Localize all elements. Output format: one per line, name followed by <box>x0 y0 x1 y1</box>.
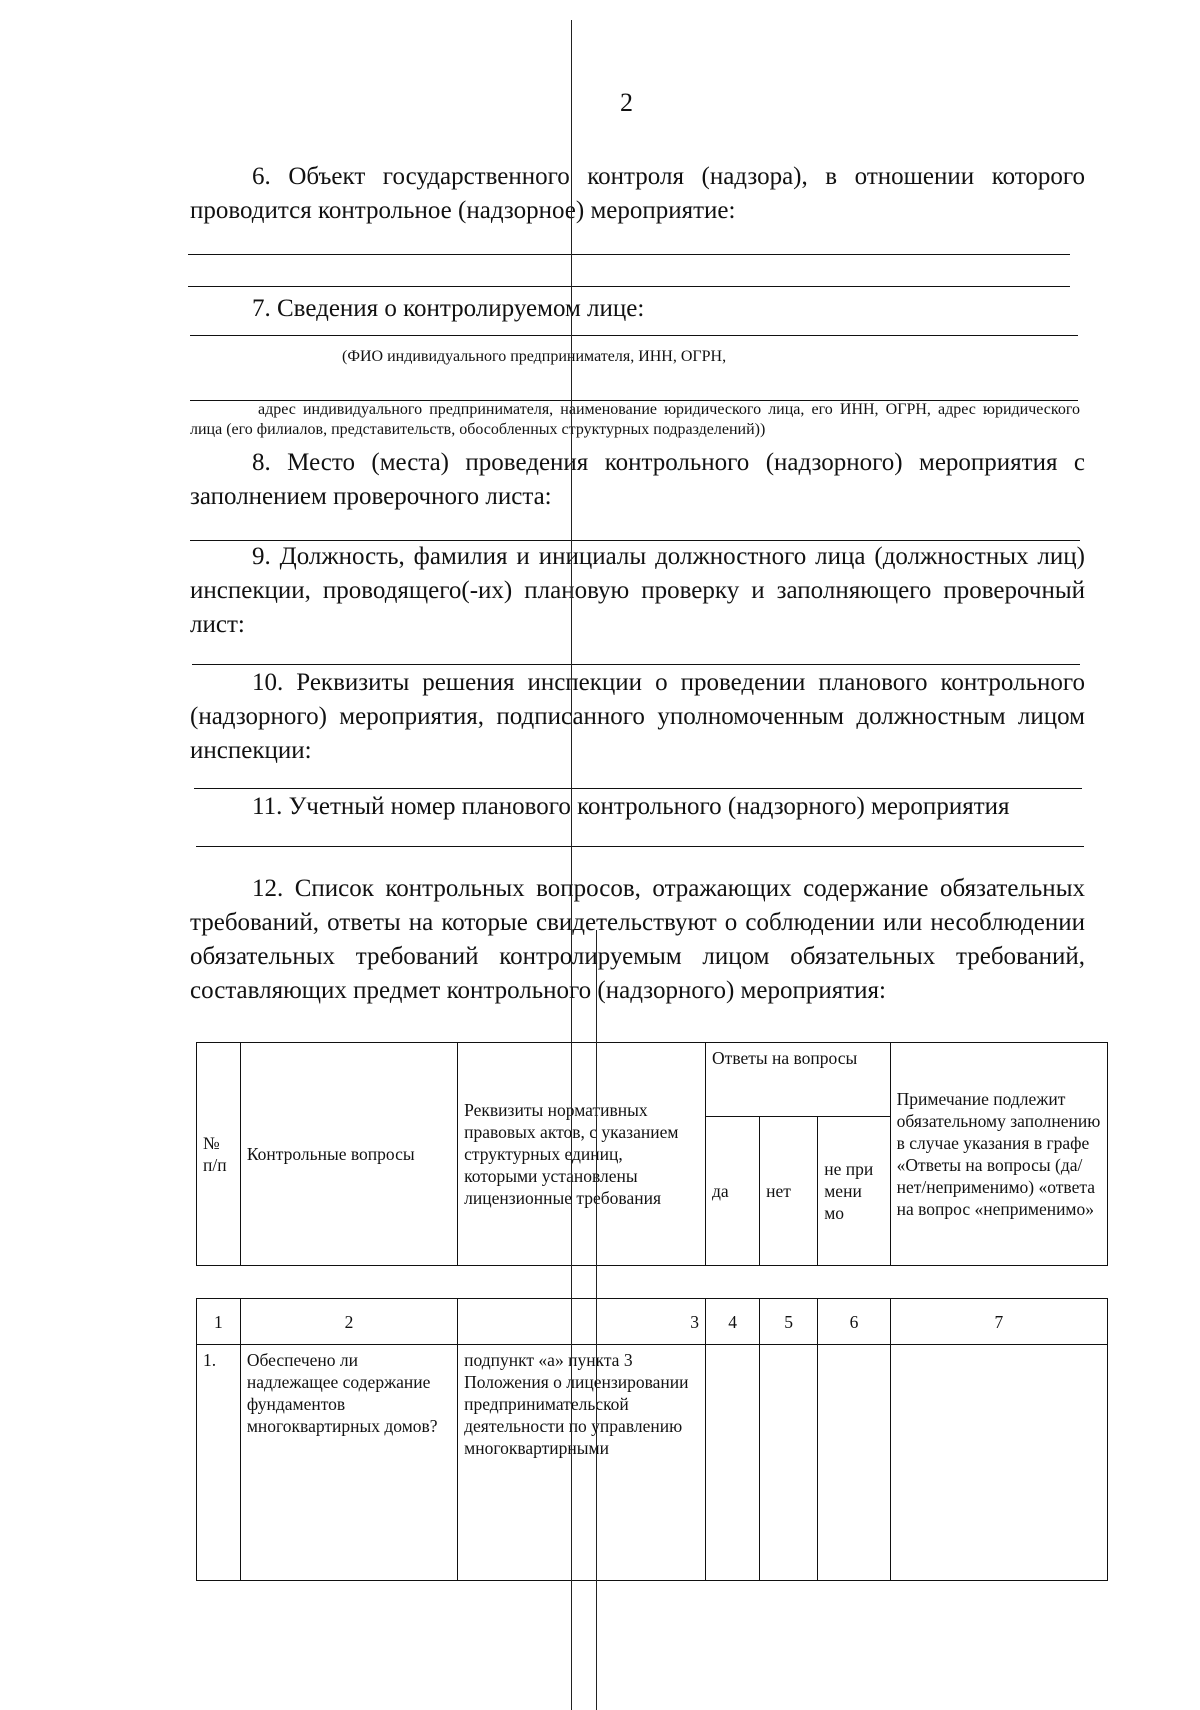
page-number: 2 <box>620 88 633 117</box>
col-number: 1 <box>197 1299 241 1345</box>
col-header-num: № п/п <box>197 1043 241 1266</box>
fill-line <box>192 664 1080 665</box>
row-requisite: подпункт «а» пункта 3 Положения о лицензировании предпринимательской деятельности по управлению многоквартирными <box>458 1345 706 1581</box>
col-number: 2 <box>240 1299 457 1345</box>
fill-line <box>188 286 1070 287</box>
fill-line <box>194 788 1082 789</box>
item-10-text: 10. Реквизиты решения инспекции о проведении планового контрольного (надзорного) мероприятия, подписанного уполномоченным должностным лицом инспекции: <box>190 669 1085 764</box>
row-note[interactable] <box>890 1345 1107 1581</box>
col-header-na: не при мени мо <box>818 1117 890 1266</box>
checklist-header-table <box>196 1042 1108 1266</box>
row-question: Обеспечено ли надлежащее содержание фундаментов многоквартирных домов? <box>240 1345 457 1581</box>
col-header-note: Примечание подлежит обязательному заполнению в случае указания в графе «Ответы на вопросы (да/нет/неприменимо) «ответа на вопрос «неприменимо» <box>890 1043 1107 1266</box>
fill-line <box>188 254 1070 255</box>
checklist-table <box>196 1298 1108 1581</box>
row-num: 1. <box>197 1345 241 1581</box>
col-number: 6 <box>818 1299 890 1345</box>
scan-fold-line <box>571 20 572 1710</box>
item-7-caption-2: адрес индивидуального предпринимателя, наименование юридического лица, его ИНН, ОГРН, адрес юридического лица (его филиалов, представительств, обособленных структурных подразделений)) <box>190 401 1080 438</box>
table-row <box>197 1345 1108 1581</box>
item-7-text: 7. Сведения о контролируемом лице: <box>252 295 645 322</box>
item-7-caption-1: (ФИО индивидуального предпринимателя, ИНН, ОГРН, <box>342 348 727 365</box>
row-answer-na[interactable] <box>818 1345 890 1581</box>
fill-line <box>190 335 1078 336</box>
row-answer-yes[interactable] <box>706 1345 760 1581</box>
item-8-text: 8. Место (места) проведения контрольного (надзорного) мероприятия с заполнением проверочного листа: <box>190 449 1085 510</box>
col-number: 3 <box>458 1299 706 1345</box>
col-number: 4 <box>706 1299 760 1345</box>
item-11-text: 11. Учетный номер планового контрольного (надзорного) мероприятия <box>252 793 1010 820</box>
item-12-text: 12. Список контрольных вопросов, отражающих содержание обязательных требований, ответы на которые свидетельствуют о соблюдении или несоблюдении обязательных требований контролируемым лицом обязательных требований, составляющих предмет контрольного (надзорного) мероприятия: <box>190 875 1085 1004</box>
fill-line <box>196 846 1084 847</box>
col-header-answers: Ответы на вопросы <box>706 1043 891 1117</box>
col-header-questions: Контрольные вопросы <box>240 1043 457 1266</box>
col-header-no: нет <box>760 1117 818 1266</box>
item-9-text: 9. Должность, фамилия и инициалы должностного лица (должностных лиц) инспекции, проводящего(-их) плановую проверку и заполняющего проверочный лист: <box>190 543 1085 638</box>
col-number: 7 <box>890 1299 1107 1345</box>
col-header-requisites: Реквизиты нормативных правовых актов, с указанием структурных единиц, которыми установлены лицензионные требования <box>458 1043 706 1266</box>
row-answer-no[interactable] <box>760 1345 818 1581</box>
col-number: 5 <box>760 1299 818 1345</box>
scan-fold-line <box>596 930 597 1710</box>
col-header-yes: да <box>706 1117 760 1266</box>
item-6-text: 6. Объект государственного контроля (надзора), в отношении которого проводится контрольное (надзорное) мероприятие: <box>190 163 1085 224</box>
